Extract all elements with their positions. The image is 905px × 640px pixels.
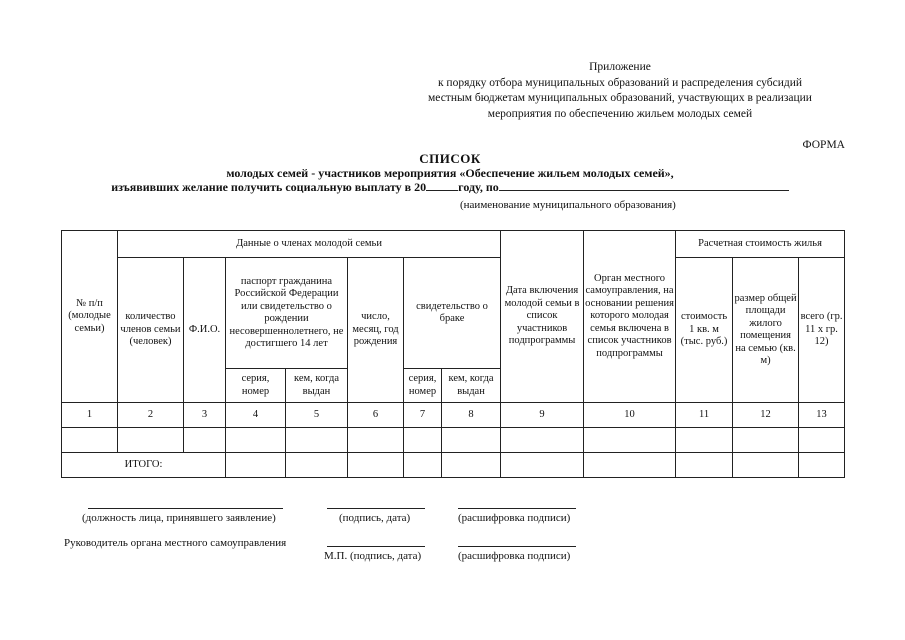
column-number: 4: [226, 403, 286, 428]
column-number: 5: [286, 403, 348, 428]
table-row-total: [62, 453, 845, 478]
header-family-data: Данные о членах молодой семьи: [118, 231, 501, 258]
decode-caption: (расшифровка подписи): [458, 512, 571, 524]
title-subtitle: (наименование муниципального образования): [460, 199, 676, 211]
header-inclusion-date: Дата включения молодой семьи в список участников подпрограммы: [501, 231, 584, 403]
column-number: 9: [501, 403, 584, 428]
column-number: 13: [799, 403, 845, 428]
position-caption: (должность лица, принявшего заявление): [82, 512, 276, 524]
column-number: 2: [118, 403, 184, 428]
title-line-1: СПИСОК: [419, 151, 481, 166]
header-passport: паспорт гражданина Российской Федерации или свидетельство о рождении несовершеннолетнего, не достигшего 14 лет: [226, 258, 348, 369]
document-title: [60, 152, 840, 194]
mp-sign-date-caption: М.П. (подпись, дата): [324, 550, 422, 562]
header-housing-cost: Расчетная стоимость жилья: [676, 231, 845, 258]
header-local-authority: Орган местного самоуправления, на основании решения которого молодая семья включена в список участников подпрограммы: [584, 231, 676, 403]
column-number: 6: [348, 403, 404, 428]
header-passport-series: серия, номер: [226, 369, 286, 403]
header-marriage-cert: свидетельство о браке: [404, 258, 501, 369]
header-area: размер общей площади жилого помещения на семью (кв. м): [733, 258, 799, 403]
column-number: 7: [404, 403, 442, 428]
column-number: 10: [584, 403, 676, 428]
appendix-line-3: местным бюджетам муниципальных образований, участвующих в реализации: [428, 92, 812, 104]
header-passport-issued: кем, когда выдан: [286, 369, 348, 403]
header-marriage-series: серия, номер: [404, 369, 442, 403]
families-table: [61, 230, 845, 478]
header-fio: Ф.И.О.: [184, 258, 226, 403]
header-members-count: количество членов семьи (человек): [118, 258, 184, 403]
signature-line-2: [327, 546, 425, 547]
header-birth-date: число, месяц, год рождения: [348, 258, 404, 403]
column-number: 8: [442, 403, 501, 428]
column-number: 12: [733, 403, 799, 428]
decode-line-1: [458, 508, 576, 509]
title-line-2: молодых семей - участников мероприятия «Обеспечение жильем молодых семей»,: [226, 166, 674, 180]
header-number: № п/п (молодые семьи): [62, 231, 118, 403]
column-numbers-row: [62, 403, 845, 428]
header-cost-per-m2: стоимость 1 кв. м (тыс. руб.): [676, 258, 733, 403]
appendix-header: [400, 60, 840, 122]
title-line-3: [60, 180, 840, 194]
title-line-3-start: изъявивших желание получить социальную выплату в 20: [111, 180, 427, 194]
signature-line-1: [327, 508, 425, 509]
sign-date-caption: (подпись, дата): [339, 512, 411, 524]
column-number: 1: [62, 403, 118, 428]
head-of-authority-label: Руководитель органа местного самоуправления: [64, 537, 287, 549]
header-marriage-issued: кем, когда выдан: [442, 369, 501, 403]
total-label: ИТОГО:: [62, 453, 226, 478]
appendix-line-1: Приложение: [589, 61, 651, 73]
header-total: всего (гр. 11 х гр. 12): [799, 258, 845, 403]
column-number: 3: [184, 403, 226, 428]
column-number: 11: [676, 403, 733, 428]
position-signature-line: [88, 508, 283, 509]
decode-line-2: [458, 546, 576, 547]
title-line-3-end: году, по: [458, 180, 499, 194]
table-row-empty: [62, 428, 845, 453]
appendix-line-2: к порядку отбора муниципальных образований и распределения субсидий: [437, 76, 803, 89]
appendix-line-4: мероприятия по обеспечению жильем молодых семей: [487, 107, 753, 120]
form-label: ФОРМА: [802, 139, 845, 151]
decode-caption-2: (расшифровка подписи): [458, 550, 571, 562]
